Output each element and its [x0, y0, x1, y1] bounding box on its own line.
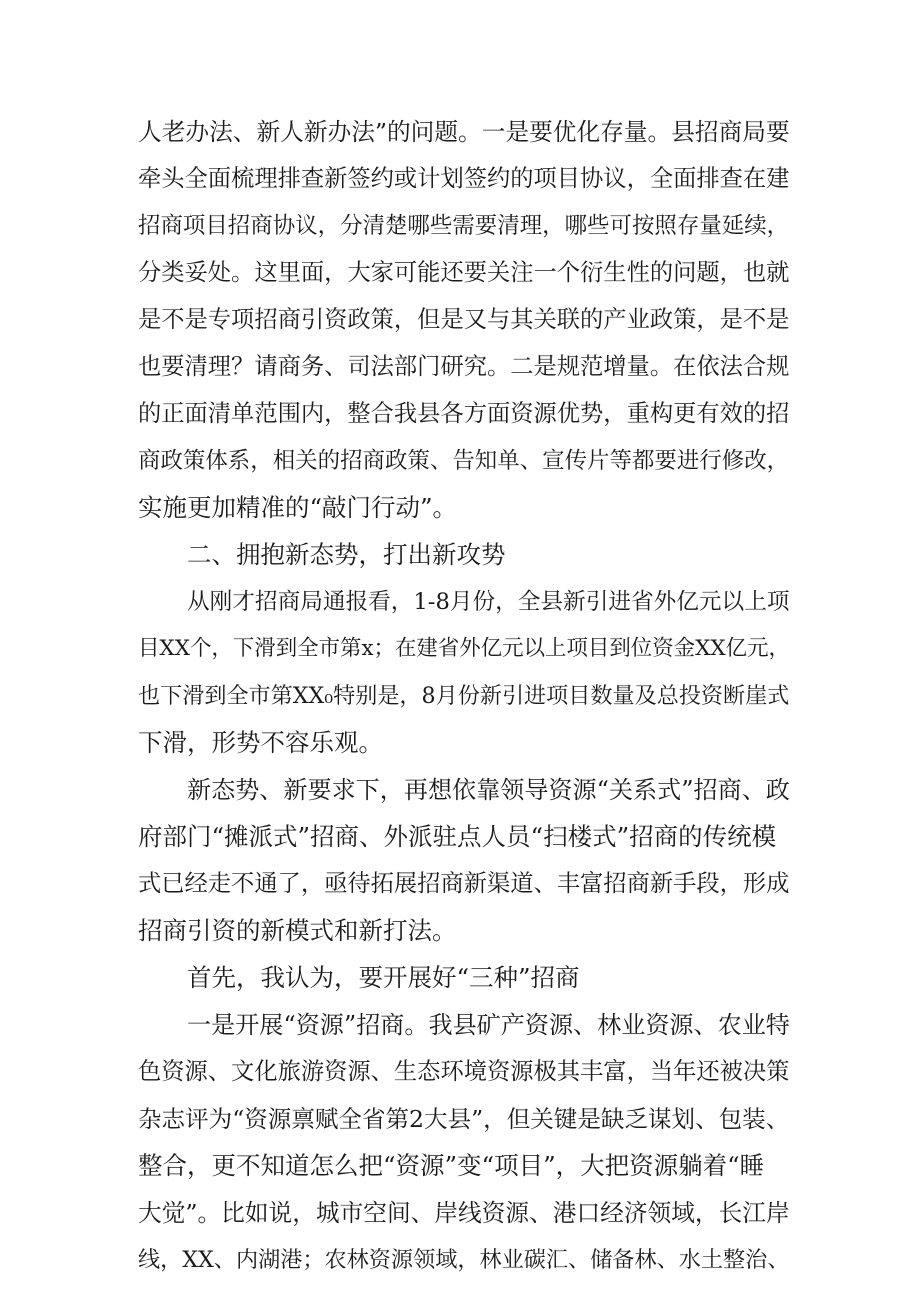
paragraph-1-line-9: 实施更加精准的“敲门行动”。 [138, 493, 458, 522]
paragraph-3-line-2: 府部门“摊派式”招商、外派驻点人员“扫楼式”招商的传统模 [138, 822, 777, 851]
paragraph-1-line-2: 牵头全面梳理排查新签约或计划签约的项目协议，全面排查在建 [138, 165, 790, 192]
paragraph-2-line-3: 也下滑到全市第XX₀特别是，8月份新引进项目数量及总投资断崖式 [138, 683, 790, 709]
paragraph-3-line-3: 式已经走不通了，亟待拓展招商新渠道、丰富招商新手段，形成 [138, 870, 790, 897]
paragraph-1-line-3: 招商项目招商协议，分清楚哪些需要清理，哪些可按照存量延续， [138, 213, 790, 239]
paragraph-5-line-6: 线，XX、内湖港；农林资源领域，林业碳汇、储备林、水土整治、 [138, 1247, 790, 1273]
paragraph-1-line-5: 是不是专项招商引资政策，但是又与其关联的产业政策，是不是 [138, 306, 790, 333]
paragraph-3-line-1: 新态势、新要求下，再想依靠领导资源“关系式”招商、政 [187, 776, 790, 804]
paragraph-1-line-8: 商政策体系，相关的招商政策、告知单、宣传片等都要进行修改， [138, 448, 790, 474]
paragraph-2-line-1: 从刚才招商局通报看，1-8月份，全县新引进省外亿元以上项 [187, 589, 790, 615]
paragraph-1-line-4: 分类妥处。这里面，大家可能还要关注一个衍生性的问题，也就 [138, 259, 790, 286]
paragraph-3-line-4: 招商引资的新模式和新打法。 [138, 916, 457, 945]
paragraph-5-line-3: 杂志评为“资源禀赋全省第2大县”，但关键是缺乏谋划、包装、 [138, 1105, 790, 1133]
paragraph-5-line-2: 色资源、文化旅游资源、生态环境资源极其丰富，当年还被决策 [138, 1058, 790, 1085]
paragraph-2-line-2: 目XX个，下滑到全市第x；在建省外亿元以上项目到位资金XX亿元， [138, 636, 790, 661]
paragraph-2-line-4: 下滑，形势不容乐观。 [138, 728, 383, 757]
paragraph-1-line-1: 人老办法、新人新办法”的问题。一是要优化存量。县招商局要 [138, 118, 790, 146]
section-heading-2: 二、拥抱新态势，打出新攻势 [187, 540, 506, 569]
paragraph-5-line-4: 整合，更不知道怎么把“资源”变“项目”，大把资源躺着“睡 [138, 1151, 765, 1180]
paragraph-1-line-7: 的正面清单范围内，整合我县各方面资源优势，重构更有效的招 [138, 400, 790, 427]
paragraph-5-line-5: 大觉”。比如说，城市空间、岸线资源、港口经济领域，长江岸 [138, 1199, 790, 1227]
paragraph-5-line-1: 一是开展“资源”招商。我县矿产资源、林业资源、农业特 [187, 1011, 790, 1039]
paragraph-1-line-6: 也要清理？请商务、司法部门研究。二是规范增量。在依法合规 [138, 353, 790, 380]
paragraph-4-line-1: 首先，我认为，要开展好“三种”招商 [187, 963, 580, 992]
